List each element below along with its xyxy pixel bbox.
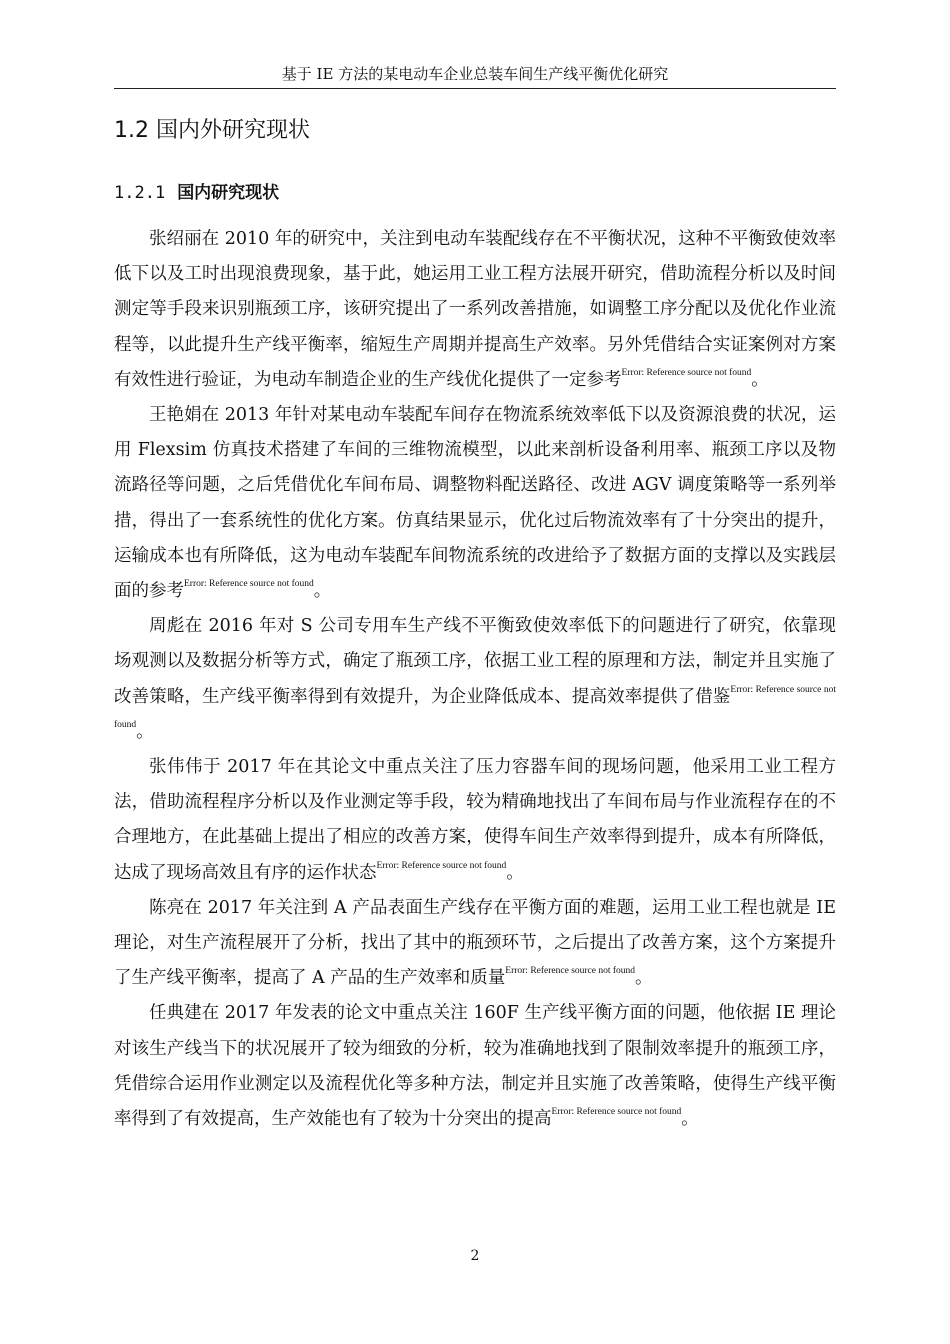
paragraph-end: 。 [136, 721, 154, 742]
paragraph-end: 。 [751, 369, 769, 390]
subsection-number: 1.2.1 [114, 183, 166, 203]
reference-marker: Error: Reference source not found [184, 579, 314, 590]
paragraph [114, 891, 836, 997]
reference-marker: Error: Reference source not found [114, 684, 836, 730]
paragraph-end: 。 [506, 862, 524, 883]
section-title: 国内外研究现状 [156, 118, 311, 143]
reference-marker: Error: Reference source not found [376, 860, 507, 871]
reference-marker: Error: Reference source not found [505, 966, 636, 977]
paragraph-text: 任典建在 2017 年发表的论文中重点关注 160F 生产线平衡方面的问题，他依据 IE 理论对该生产线当下的状况展开了较为细致的分析，较为准确地找到了限制效率提升的瓶颈工序，凭借综合运用作业测定以及流程优化等多种方法，制定并且实施了改善策略，使得生产线平衡率得到了有效提高，生产效能也有了较为十分突出的提高 [114, 1003, 836, 1130]
paragraph-text: 张绍丽在 2010 年的研究中，关注到电动车装配线存在不平衡状况，这种不平衡致使效率低下以及工时出现浪费现象，基于此，她运用工业工程方法展开研究，借助流程分析以及时间测定等手段来识别瓶颈工序，该研究提出了一系列改善措施，如调整工序分配以及优化作业流程等，以此提升生产线平衡率，缩短生产周期并提高生产效率。另外凭借结合实证案例对方案有效性进行验证，为电动车制造企业的生产线优化提供了一定参考 [114, 229, 836, 390]
reference-marker: Error: Reference source not found [551, 1107, 682, 1118]
paragraph [114, 398, 836, 609]
paragraph-text: 张伟伟于 2017 年在其论文中重点关注了压力容器车间的现场问题，他采用工业工程方法，借助流程程序分析以及作业测定等手段，较为精确地找出了车间布局与作业流程存在的不合理地方，在此基础上提出了相应的改善方案，使得车间生产效率得到提升，成本有所降低，达成了现场高效且有序的运作状态 [114, 757, 836, 883]
paragraph [114, 609, 836, 750]
paragraph [114, 222, 836, 398]
section-number: 1.2 [114, 118, 149, 143]
paragraph-end: 。 [635, 968, 653, 989]
reference-marker: Error: Reference source not found [621, 367, 752, 378]
header-divider [114, 88, 836, 89]
paragraph-text: 王艳娟在 2013 年针对某电动车装配车间存在物流系统效率低下以及资源浪费的状况，运用 Flexsim 仿真技术搭建了车间的三维物流模型，以此来剖析设备利用率、瓶颈工序以及物流路径等问题，之后凭借优化车间布局、调整物料配送路径、改进 AGV 调度策略等一系列举措，得出了一套系统性的优化方案。仿真结果显示，优化过后物流效率有了十分突出的提升，运输成本也有所降低，这为电动车装配车间物流系统的改进给予了数据方面的支撑以及实践层面的参考 [114, 405, 836, 602]
running-header: 基于 IE 方法的某电动车企业总装车间生产线平衡优化研究 [281, 65, 669, 83]
paragraph-end: 。 [681, 1109, 699, 1130]
body-text [114, 222, 836, 1137]
paragraph-text: 周彪在 2016 年对 S 公司专用车生产线不平衡致使效率低下的问题进行了研究，依靠现场观测以及数据分析等方式，确定了瓶颈工序，依据工业工程的原理和方法，制定并且实施了改善策略，生产线平衡率得到有效提升，为企业降低成本、提高效率提供了借鉴 [114, 616, 836, 707]
paragraph [114, 996, 836, 1137]
paragraph-text: 陈亮在 2017 年关注到 A 产品表面生产线存在平衡方面的难题，运用工业工程也就是 IE 理论，对生产流程展开了分析，找出了其中的瓶颈环节，之后提出了改善方案，这个方案提升了生产线平衡率，提高了 A 产品的生产效率和质量 [114, 897, 836, 989]
subsection-title: 国内研究现状 [177, 183, 280, 203]
section-heading [114, 116, 310, 146]
paragraph [114, 750, 836, 891]
page-number: 2 [470, 1248, 480, 1264]
subsection-heading [114, 180, 279, 206]
paragraph-end: 。 [313, 581, 332, 602]
